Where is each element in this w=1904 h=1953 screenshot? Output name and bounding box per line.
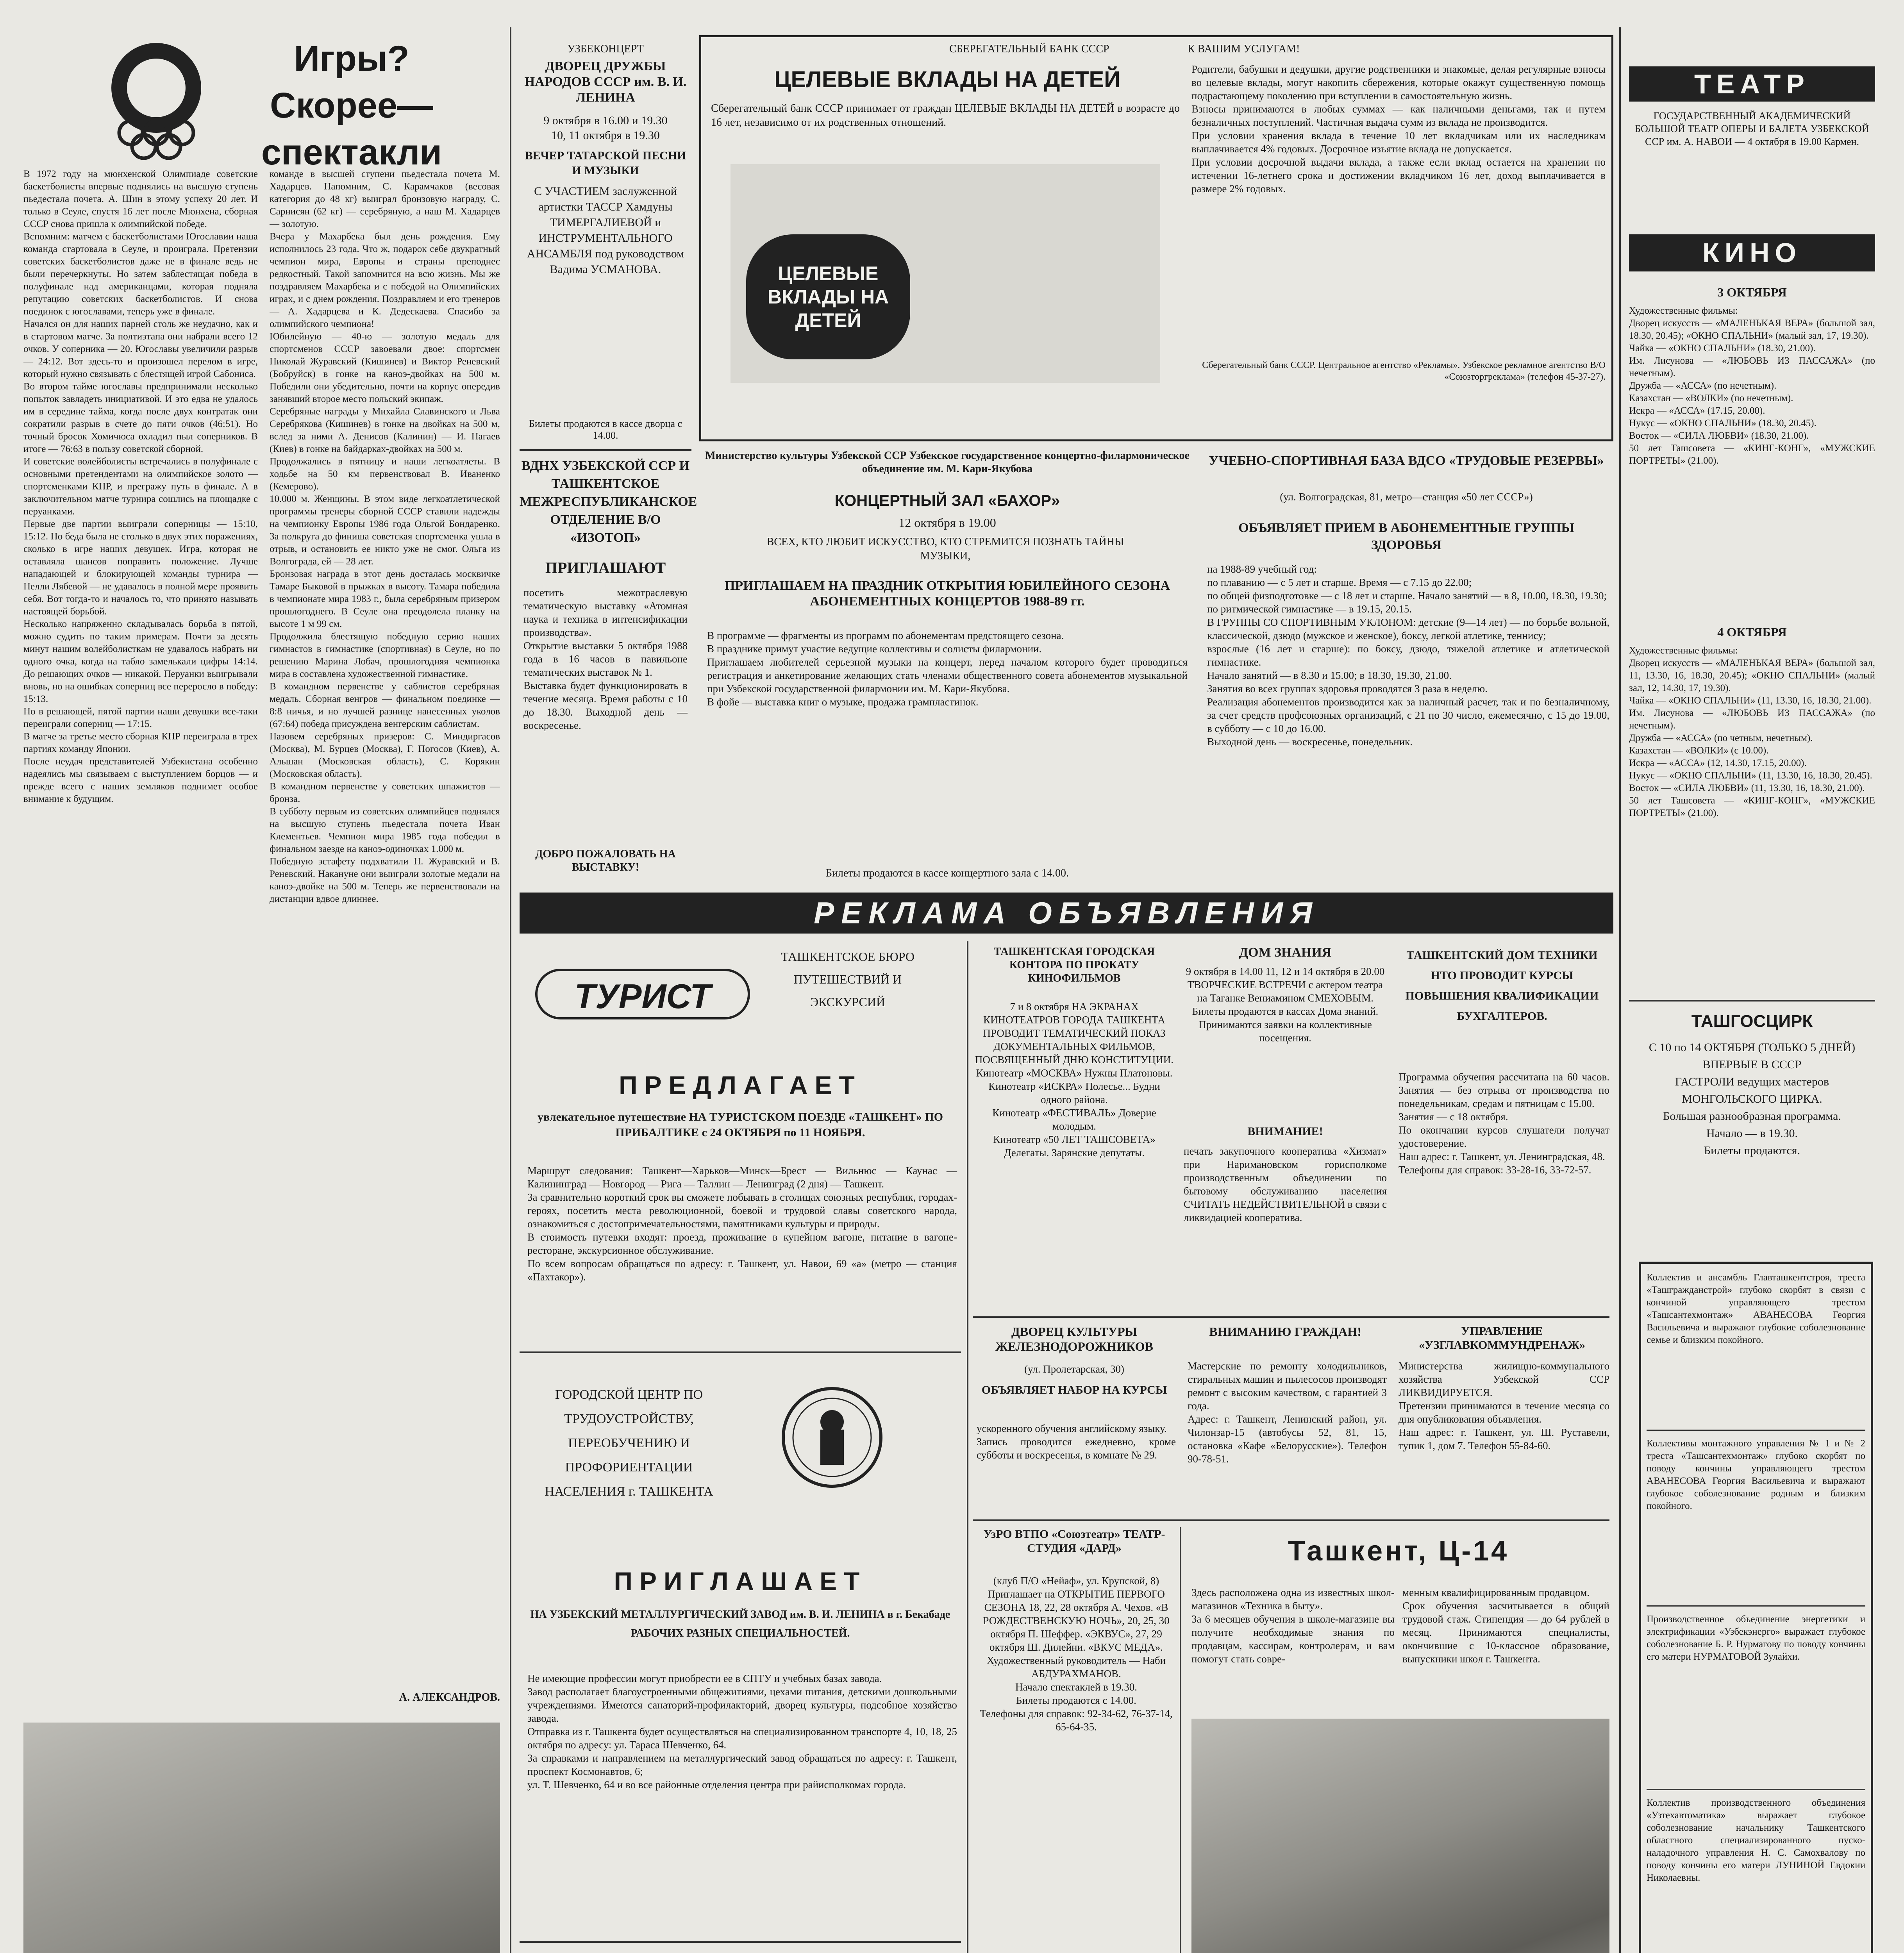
turist-bureau: ТАШКЕНТСКОЕ БЮРО ПУТЕШЕСТВИЙ И ЭКСКУРСИЙ	[781, 950, 914, 1009]
citizens-text: Мастерские по ремонту холодильников, стиральных машин и пылесосов производят ремонт с высоким качеством, с гарантией 3 года. Адрес: г. Ташкент, Ленинский район, ул. Чилонзар-15 (автобусы 52, 81, 15, остановка «Кафе «Белорусские»). Телефон 90-78-51.	[1188, 1360, 1387, 1465]
column-divider	[510, 27, 511, 1953]
column-divider	[967, 941, 968, 1953]
kino-banner: КИНО	[1629, 234, 1875, 271]
citizens-title: ВНИМАНИЮ ГРАЖДАН!	[1209, 1325, 1361, 1339]
dom-znaniy-text: 9 октября в 14.00 11, 12 и 14 октября в 20.00 ТВОРЧЕСКИЕ ВСТРЕЧИ с актером театра на Таганке Вениамином СМЕХОВЫМ. Билеты продаются в кассах Дома знаний. Принимаются заявки на коллективные посещения.	[1186, 966, 1385, 1044]
oct3-title: 3 ОКТЯБРЯ	[1717, 285, 1787, 299]
divider	[1647, 1789, 1865, 1790]
oct3-listing: Художественные фильмы: Дворец искусств — «МАЛЕНЬКАЯ ВЕРА» (большой зал, 18.30, 20.45); «ОКНО СПАЛЬНИ» (малый зал, 17, 19.30). Чайка — «ОКНО СПАЛЬНИ» (18.30, 21.00). Им. Лисунова — «ЛЮБОВЬ ИЗ ПАССАЖА» (по нечетным). Дружба — «АССА» (по нечетным). Казахстан — «ВОЛКИ» (по нечетным). Искра — «АССА» (17.15, 20.00). Нукус — «ОКНО СПАЛЬНИ» (18.30, 20.45). Восток — «СИЛА ЛЮБВИ» (18.30, 21.00). 50 лет Ташсовета — «КИНГ-КОНГ», «МУЖСКИЕ ПОРТРЕТЫ» (21.00).	[1629, 305, 1875, 466]
sport-base-address: (ул. Волгоградская, 81, метро—станция «50 лет СССР»)	[1280, 491, 1533, 503]
hall-title: КОНЦЕРТНЫЙ ЗАЛ «БАХОР»	[834, 492, 1060, 509]
trip-title: увлекательное путешествие НА ТУРИСТСКОМ ПОЕЗДЕ «ТАШКЕНТ» ПО ПРИБАЛТИКЕ с 24 ОКТЯБРЯ по 11 НОЯБРЯ.	[537, 1110, 943, 1139]
oct4-title: 4 ОКТЯБРЯ	[1717, 625, 1787, 639]
hall-date: 12 октября в 19.00	[898, 516, 996, 530]
rail-palace-title: ДВОРЕЦ КУЛЬТУРЫ ЖЕЛЕЗНОДОРОЖНИКОВ	[995, 1325, 1153, 1353]
condolence-2: Коллективы монтажного управления № 1 и № 2 треста «Ташсантехмонтаж» глубоко скорбят по поводу кончины управляющего трестом АВАНЕСОВА Георгия Васильевича и выражают глубокое соболезнование родным и близким покойного.	[1647, 1438, 1865, 1511]
column-divider	[1180, 1527, 1181, 1953]
condolence-4: Коллектив производственного объединения «Узтехавтоматика» выражает глубокое соболезнование начальнику Ташкентского областного специализированного пуско-наладочного управления Н. С. Самохвалову по поводу кончины его матери ЛУНИНОЙ Евдокии Николаевны.	[1647, 1798, 1865, 1883]
deposits-text: Родители, бабушки и дедушки, другие родственники и знакомые, делая регулярные взносы во целевые вклады, могут накопить сбережения, которые окажут существенную помощь подрастающему поколению при вступлении в самостоятельную жизнь. Взносы принимаются в любых суммах — как наличными деньгами, так и путем безналичных поступлений. Частичная выдача сумм из вклада не производится. При условии хранения вклада в течение 10 лет вкладчикам или их наследникам выплачивается 4% годовых. Досрочное изъятие вклада не допускается. При условии досрочной выдачи вклада, а также если вклад остается на хранении по истечении 16-летнего срока и достижении вкладчиком 16 лет, доход выплачивается в размере 2% годовых.	[1191, 63, 1606, 195]
tech-house-text: Программа обучения рассчитана на 60 часов. Занятия — без отрыва от производства по понедельникам, средам и пятницам с 15.00. Занятия — с 18 октября. По окончании курсов слушатели получат удостоверение. Наш адрес: г. Ташкент, ул. Ленинградская, 48. Телефоны для справок: 33-28-16, 33-72-57.	[1399, 1071, 1609, 1176]
city-center-title: ГОРОДСКОЙ ЦЕНТР ПО ТРУДОУСТРОЙСТВУ, ПЕРЕОБУЧЕНИЮ И ПРОФОРИЕНТАЦИИ НАСЕЛЕНИЯ г. ТАШКЕНТА	[545, 1387, 713, 1499]
deposits-intro: Сберегательный банк СССР принимает от граждан ЦЕЛЕВЫЕ ВКЛАДЫ НА ДЕТЕЙ в возрасте до 16 лет, независимо от их родственных отношений.	[711, 102, 1180, 129]
divider	[1629, 1000, 1875, 1001]
plant-title: НА УЗБЕКСКИЙ МЕТАЛЛУРГИЧЕСКИЙ ЗАВОД им. В. И. ЛЕНИНА в г. Бекабаде РАБОЧИХ РАЗНЫХ СПЕЦИАЛЬНОСТЕЙ.	[530, 1608, 950, 1639]
bank-header: СБЕРЕГАТЕЛЬНЫЙ БАНК СССР	[949, 43, 1109, 55]
divider	[1647, 1605, 1865, 1607]
ads-banner: РЕКЛАМА ОБЪЯВЛЕНИЯ	[520, 893, 1613, 934]
management-text: Министерства жилищно-коммунального хозяйства Узбекской ССР ЛИКВИДИРУЕТСЯ. Претензии принимаются в течение месяца со дня опубликования объявления. Наш адрес: г. Ташкент, ул. Ш. Руставели, тупик 1, дом 7. Телефон 55-84-60.	[1399, 1360, 1609, 1451]
deposits-badge: ЦЕЛЕВЫЕ ВКЛАДЫ НА ДЕТЕЙ	[746, 234, 910, 359]
tech-house-title: ТАШКЕНТСКИЙ ДОМ ТЕХНИКИ НТО ПРОВОДИТ КУРСЫ ПОВЫШЕНИЯ КВАЛИФИКАЦИИ БУХГАЛТЕРОВ.	[1405, 949, 1599, 1023]
hall-invite: ПРИГЛАШАЕМ НА ПРАЗДНИК ОТКРЫТИЯ ЮБИЛЕЙНОГО СЕЗОНА АБОНЕМЕНТНЫХ КОНЦЕРТОВ 1988-89 гг.	[724, 578, 1170, 609]
hall-text: В программе — фрагменты из программ по абонементам предстоящего сезона. В празднике примут участие ведущие коллективы и солисты филармонии. Приглашаем любителей серьезной музыки на концерт, перед началом которого будет проводиться регистрация и анкетирование желающих стать членами общественного совета абонементов музыкальной при Узбекской государственной филармонии им. М. Кари-Якубова. В фойе — выставка книг о музыке, продажа грампластинок.	[707, 630, 1188, 708]
condolence-3: Производственное объединение энергетики и электрификации «Узбекэнерго» выражает глубокое соболезнование Б. Р. Нурматову по поводу кончины его матери НУРМАТОВОЙ Зулайхи.	[1647, 1614, 1865, 1662]
divider	[973, 1316, 1609, 1318]
ts14-text-right: менным квалифицированным продавцом. Срок обучения засчитывается в общий трудовой стаж. Стипендия — до 64 рублей в месяц. Принимаются специалисты, окончившие с 10-классное образование, выпускники школ г. Ташкента.	[1402, 1587, 1609, 1665]
dom-znaniy-title: ДОМ ЗНАНИЯ	[1239, 945, 1332, 960]
circus-title: ТАШГОСЦИРК	[1691, 1012, 1813, 1031]
deposits-signature: Сберегательный банк СССР. Центральное агентство «Рекламы». Узбекское рекламное агентство В/О «Союзторгреклама» (телефон 45-37-27).	[1202, 360, 1606, 382]
sport-base-title: УЧЕБНО-СПОРТИВНАЯ БАЗА ВДСО «ТРУДОВЫЕ РЕЗЕРВЫ»	[1209, 453, 1604, 468]
rail-palace-address: (ул. Пролетарская, 30)	[1024, 1363, 1125, 1375]
divider	[520, 449, 691, 451]
plant-text: Не имеющие профессии могут приобрести ее в СПТУ и учебных базах завода. Завод располагает благоустроенными общежитиями, цехами питания, детскими дошкольными учреждениями. Имеются санаторий-профилакторий, дворец культуры, подсобное хозяйство завода. Отправка из г. Ташкента будет осуществляться на специализированном транспорте 4, 10, 18, 25 октября по адресу: ул. Тараса Шевченко, 64. За справками и направлением на металлургический завод обращаться по адресу: г. Ташкент, проспект Космонавтов, 6; ул. Т. Шевченко, 64 и во все районные отделения центра при райисполкомах города.	[527, 1673, 957, 1791]
condolence-1: Коллектив и ансамбль Главташкентстроя, треста «Ташгражданстрой» глубоко скорбят в связи с кончиной управляющего трестом «Ташсантехмонтаж» АВАНЕСОВА Георгия Васильевича и выражают глубокие соболезнование семье и близким покойного.	[1647, 1272, 1865, 1345]
olympic-photo	[23, 1723, 500, 1953]
palace-dates: 9 октября в 16.00 и 19.30 10, 11 октября в 19.30	[543, 114, 668, 142]
ministry-culture: Министерство культуры Узбекской ССР Узбекское государственное концертно-филармоническое объединение им. М. Кари-Якубова	[705, 450, 1190, 475]
divider	[1647, 1430, 1865, 1431]
vdnh-title: ВДНХ УЗБЕКСКОЙ ССР И ТАШКЕНТСКОЕ МЕЖРЕСПУБЛИКАНСКОЕ ОТДЕЛЕНИЕ В/О «ИЗОТОП»	[520, 459, 697, 545]
sport-announce: ОБЪЯВЛЯЕТ ПРИЕМ В АБОНЕМЕНТНЫЕ ГРУППЫ ЗДОРОВЬЯ	[1238, 521, 1574, 552]
kino-text: 7 и 8 октября НА ЭКРАНАХ КИНОТЕАТРОВ ГОРОДА ТАШКЕНТА ПРОВОДИТ ТЕМАТИЧЕСКИЙ ПОКАЗ ДОКУМЕНТАЛЬНЫХ ФИЛЬМОВ, ПОСВЯЩЕННЫЙ ДНЮ КОНСТИТУЦИИ. Кинотеатр «МОСКВА» Нужны Платоновы. Кинотеатр «ИСКРА» Полесье... Будни одного района. Кинотеатр «ФЕСТИВАЛЬ» Доверие молодым. Кинотеатр «50 ЛЕТ ТАШСОВЕТА» Делегаты. Зарянские депутаты.	[975, 1001, 1174, 1159]
vnimanie-title: ВНИМАНИЕ!	[1247, 1125, 1323, 1138]
evening-title: ВЕЧЕР ТАТАРСКОЙ ПЕСНИ И МУЗЫКИ	[525, 149, 686, 177]
olympic-logo	[98, 35, 215, 160]
employment-emblem	[777, 1383, 887, 1492]
tickets-note: Билеты продаются в кассе дворца с 14.00.	[529, 418, 682, 441]
rail-palace-text: ускоренного обучения английскому языку. Запись проводится ежедневно, кроме субботы и воскресенья, в комнате № 29.	[977, 1423, 1176, 1461]
trip-text: Маршрут следования: Ташкент—Харьков—Минск—Брест — Вильнюс — Каунас — Калининград — Новгород — Рига — Таллин — Ленинград (2 дня) — Ташкент. За сравнительно короткий срок вы сможете побывать в столицах союзных республик, городах-героях, посетить места революционной, боевой и трудовой славы советского народа, ознакомиться с достопримечательностями, памятниками культуры и природы. В стоимость путевки входят: проезд, проживание в купейном вагоне, питание в вагоне-ресторане, экскурсионное обслуживание. По всем вопросам обращаться по адресу: г. Ташкент, ул. Навои, 69 «а» (метро — станция «Пахтакор»).	[527, 1165, 957, 1283]
theater-listing: ГОСУДАРСТВЕННЫЙ АКАДЕМИЧЕСКИЙ БОЛЬШОЙ ТЕАТР ОПЕРЫ И БАЛЕТА УЗБЕКСКОЙ ССР им. А. НАВОИ — 4 октября в 19.00 Кармен.	[1635, 110, 1869, 147]
theater-banner: ТЕАТР	[1629, 66, 1875, 102]
divider	[973, 1519, 1609, 1521]
column-divider	[1619, 27, 1621, 1953]
theater-studio-text: (клуб П/О «Нейаф», ул. Крупской, 8) Приглашает на ОТКРЫТИЕ ПЕРВОГО СЕЗОНА 18, 22, 28 октября А. Чехов. «В РОЖДЕСТВЕНСКУЮ НОЧЬ», 20, 25, 30 октября П. Шеффер. «ЭКВУС», 27, 29 октября Ш. Дилейни. «ВКУС МЕДА». Художественный руководитель — Наби АБДУРАХМАНОВ. Начало спектаклей в 19.30. Билеты продаются с 14.00. Телефоны для справок: 92-34-62, 76-37-14, 65-64-35.	[980, 1575, 1173, 1733]
hall-motto: ВСЕХ, КТО ЛЮБИТ ИСКУССТВО, КТО СТРЕМИТСЯ ПОЗНАТЬ ТАЙНЫ МУЗЫКИ,	[766, 536, 1124, 562]
participation: С УЧАСТИЕМ заслуженной артистки ТАССР Хамдуны ТИМЕРГАЛИЕВОЙ и ИНСТРУМЕНТАЛЬНОГО АНСАМБЛЯ под руководством Вадима УСМАНОВА.	[527, 185, 684, 276]
vnimanie-text: печать закупочного кооператива «Хизмат» при Наримановском горисполкоме производственным объединении по бытовому обслуживанию населения СЧИТАТЬ НЕДЕЙСТВИТЕЛЬНОЙ в связи с ликвидацией кооператива.	[1184, 1145, 1387, 1223]
vdnh-welcome: ДОБРО ПОЖАЛОВАТЬ НА ВЫСТАВКУ!	[535, 848, 676, 873]
article-body-col2: команде в высшей ступени пьедестала почета М. Хадарцев. Напомним, С. Карамчаков (весовая категория до 48 кг) выиграл бронзовую награду, С. Сарнисян (62 кг) — серебряную, а наш М. Хадарцев — золотую. Вчера у Махарбека был день рождения. Ему исполнилось 23 года. Что ж, подарок себе двукратный чемпион мира, Европы и страны преподнес редкостный. Такой запомнится на всю жизнь. Мы же поздравляем Махарбека и с победой на Олимпийских играх, и с днем рождения. Поздравляем и его тренеров — А. Хадарцева и К. Дедескаева. Спасибо за олимпийского чемпиона! Юбилейную — 40-ю — золотую медаль для спортсменов СССР завоевали двое: спортсмен Николай Журавский (Кишинев) и Виктор Реневский (Бобруйск) в гонке на каноэ-двойках на 500 м. Победили они убедительно, почти на корпус опередив занявший второе место польский экипаж. Серебряные награды у Михайла Славинского и Льва Серебрякова (Кишинев) в гонке на двойках на 500 м, вслед за ними А. Денисов (Калинин) — И. Нагаев (Киев) в гонке на байдарках-двойках на 500 м. Продолжались в пятницу и наши легкоатлеты. В ходьбе на 50 км первенствовал В. Иваненко (Кемерово). 10.000 м. Женщины. В этом виде легкоатлетической программы тренеры сборной СССР ставили надежды на чемпионку Европы 1986 года Ольгой Бондаренко. За полкруга до финиша советская спортсменка ушла в отрыв, и остановить ее никто уже не смог. Ольга из Волгограда, ей — 28 лет. Бронзовая награда в этот день досталась москвичке Тамаре Быковой в прыжках в высоту. Тамара победила в чемпионате мира 1983 г., была серебряным призером прошлогоднего. В Сеуле она преодолела планку на высоте 1 м 99 см. Продолжила блестящую победную серию наших гимнастов в гимнастике (спортивная) в Сеуле, но по решению Марина Лобач, прошлогодняя чемпионка мира в составлена художественной гимнастике. В командном первенстве у саблистов серебряная медаль. Сборная венгров — финальном поединке — 8:8 ничья, и но лучшей разнице нанесенных уколов (67:64) победа присуждена венгерским саблистам. Назовем серебряных призеров: С. Миндиргасов (Москва), М. Бурцев (Москва), Г. Погосов (Киев), А. Альшан (Московская область), С. Корякин (Московская область). В командном первенстве у советских шпажистов — бронза. В субботу первым из советских олимпийцев поднялся на высшую ступень пьедестала почета Иван Клементьев. Чемпион мира 1985 года победил в финальном заезде на каноэ-одиночках 1.000 м. Победную эстафету подхватили Н. Журавский и В. Реневский. Накануне они выиграли золотые медали на каноэ-двойке на 500 м. Теперь же первенствовали на дистанции вдвое длиннее.	[270, 169, 500, 904]
kino-contora: ТАШКЕНТСКАЯ ГОРОДСКАЯ КОНТОРА ПО ПРОКАТУ КИНОФИЛЬМОВ	[993, 946, 1155, 984]
palace-title: ДВОРЕЦ ДРУЖБЫ НАРОДОВ СССР им. В. И. ЛЕНИНА	[524, 59, 687, 105]
article-title: Игры? Скорее— спектакли	[261, 39, 442, 172]
vdnh-text: посетить межотраслевую тематическую выставку «Атомная наука и техника в интенсификации производства». Открытие выставки 5 октября 1988 года в 16 часов в павильоне тематических выставок № 1. Выставка будет функционировать в течение месяца. Время работы с 10 до 18.30. Выходной день — воскресенье.	[523, 587, 688, 731]
theater-studio-title: УзРО ВТПО «Союзтеатр» ТЕАТР-СТУДИЯ «ДАРД»	[983, 1528, 1165, 1555]
turist-logo: ТУРИСТ	[535, 969, 750, 1019]
shop-photo	[1191, 1719, 1609, 1953]
uzbekconcert-header: УЗБЕКОНЦЕРТ	[567, 43, 644, 55]
ts14-text-left: Здесь расположена одна из известных школ-магазинов «Техника в быту». За 6 месяцев обучения в школе-магазине вы получите необходимые знания по продавцам, кассирам, контролерам, и вам помогут стать совре-	[1191, 1587, 1395, 1665]
hall-tickets: Билеты продаются в кассе концертного зала с 14.00.	[825, 867, 1069, 879]
rail-palace-announce: ОБЪЯВЛЯЕТ НАБОР НА КУРСЫ	[981, 1384, 1167, 1396]
sport-text: на 1988-89 учебный год: по плаванию — с 5 лет и старше. Время — с 7.15 до 22.00; по общей физподготовке — с 18 лет и старше. Начало занятий — в 8, 10.00, 18.30, 19.30; по ритмической гимнастике — в 19.15, 20.15. В ГРУППЫ СО СПОРТИВНЫМ УКЛОНОМ: детские (9—14 лет) — по борьбе вольной, классической, дзюдо (мужское и женское), боксу, легкой атлетике, теннису; взрослые (16 лет и старше): по боксу, дзюдо, тяжелой атлетике и атлетической гимнастике. Начало занятий — в 8.30 и 15.00; в 18.30, 19.30, 21.00. Занятия во всех группах здоровья проводятся 3 раза в неделю. Реализация абонементов производится как за наличный расчет, так и по безналичному, за счет средств профсоюзных организаций, с 21 по 30 число, ежемесячно, с 15 до 19.00, в субботу — с 10 до 16.00. Выходной день — воскресенье, понедельник.	[1207, 563, 1609, 748]
divider	[520, 1941, 961, 1943]
oct4-listing: Художественные фильмы: Дворец искусств — «МАЛЕНЬКАЯ ВЕРА» (большой зал, 11, 13.30, 16, 18.30, 20.45); «ОКНО СПАЛЬНИ» (малый зал, 12, 14.30, 17, 19.30). Чайка — «ОКНО СПАЛЬНИ» (11, 13.30, 16, 18.30, 21.00). Им. Лисунова — «ЛЮБОВЬ ИЗ ПАССАЖА» (по нечетным). Дружба — «АССА» (по четным, нечетным). Казахстан — «ВОЛКИ» (с 10.00). Искра — «АССА» (12, 14.30, 17.15, 20.00). Нукус — «ОКНО СПАЛЬНИ» (11, 13.30, 16, 18.30, 20.45). Восток — «СИЛА ЛЮБВИ» (11, 13.30, 16, 18.30, 21.00). 50 лет Ташсовета — «КИНГ-КОНГ», «МУЖСКИЕ ПОРТРЕТЫ» (21.00).	[1629, 645, 1875, 818]
management-title: УПРАВЛЕНИЕ «УЗГЛАВКОММУНДРЕНАЖ»	[1418, 1325, 1585, 1351]
article-body-col1: В 1972 году на мюнхенской Олимпиаде советские баскетболисты впервые поднялись на высшую ступень пьедестала почета. А. Шин в этому успеху 20 лет. И только в Сеуле, спустя 16 лет после Мюнхена, сборная СССР снова пришла к олимпийской победе. Вспомним: матчем с баскетболистами Югославии наша команда стартовала в Сеуле, и проиграла. Претензии советских баскетболистов даже не в финале ведь не были перечеркнуты. Но затем заблестящая победа в полуфинале над американцами, которая подняла репутацию советских баскетболистов. И снова поединок с югославами, теперь уже в финале. Начался он для наших парней столь же неудачно, как и в стартовом матче. За полтиэтапа они набрали всего 12 очков. У соперника — 20. Югославы увеличили разрыв — 24:12. Вот здесь-то и произошел перелом в игре, который нужно связывать с блестящей игрой Сабониса. Во втором тайме югославы предпринимали несколько попыток завладеть инициативой. И это едва не удалось им в середине тайма, когда после двух контратак они сократили разрыв в счете до пяти очков (46:51). Но точный бросок Хомичюса охладил пыл соперников. В итоге — 76:63 в пользу советской сборной. И советские волейболисты встречались в полуфинале с основными претендентами на олимпийское золото — спортсменками КНР, и прегражу путь в финале. А в заключительном матче турнира сошлись на площадке с перуанками. Первые две партии выиграли соперницы — 15:10, 15:12. Но беда была не столько в двух этих поражениях, сколько в игре наших девушек. Игра, которая не оставляла шансов поправить положение. Лучше нападающей и блокирующей команды турнира — Нелли Лябевой — не удавалось в полной мере проявить себя. Вот тогда-то и началось то, что принято называть настоящей борьбой. Несколько напряженно складывалась борьба в пятой, можно судить по таким примерам. Почти за десять минут нашим волейболисткам не удавалось набрать ни одного очка, когда на табло замелькали цифры 14:14. До решающих очков — никакой. Перуанки выигрывали вновь, но на ошибках соперниц все переросло в победу: 15:13. Но в решающей, пятой партии наши девушки все-таки переиграли соперниц — 17:15. В матче за третье место сборная КНР переиграла в трех партиях команду Японии. После неудач представителей Узбекистана особенно надеялись мы связываем с выступлением борцов — и прежде всего с наших земляков поднимет особое внимание к будущим.	[23, 169, 258, 804]
article-author: А. АЛЕКСАНДРОВ.	[399, 1691, 500, 1703]
circus-text: С 10 по 14 ОКТЯБРЯ (ТОЛЬКО 5 ДНЕЙ) ВПЕРВЫЕ В СССР ГАСТРОЛИ ведущих мастеров МОНГОЛЬСКОГО ЦИРКА. Большая разнообразная программа. Начало — в 19.30. Билеты продаются.	[1649, 1041, 1856, 1157]
divider	[520, 1351, 961, 1353]
bank-service: К ВАШИМ УСЛУГАМ!	[1188, 43, 1300, 55]
employment-invites: ПРИГЛАШАЕТ	[614, 1567, 867, 1596]
vdnh-invite: ПРИГЛАШАЮТ	[545, 559, 666, 577]
deposits-title: ЦЕЛЕВЫЕ ВКЛАДЫ НА ДЕТЕЙ	[774, 67, 1120, 92]
ts14-title: Ташкент, Ц-14	[1288, 1535, 1509, 1567]
turist-offers: ПРЕДЛАГАЕТ	[619, 1071, 862, 1100]
